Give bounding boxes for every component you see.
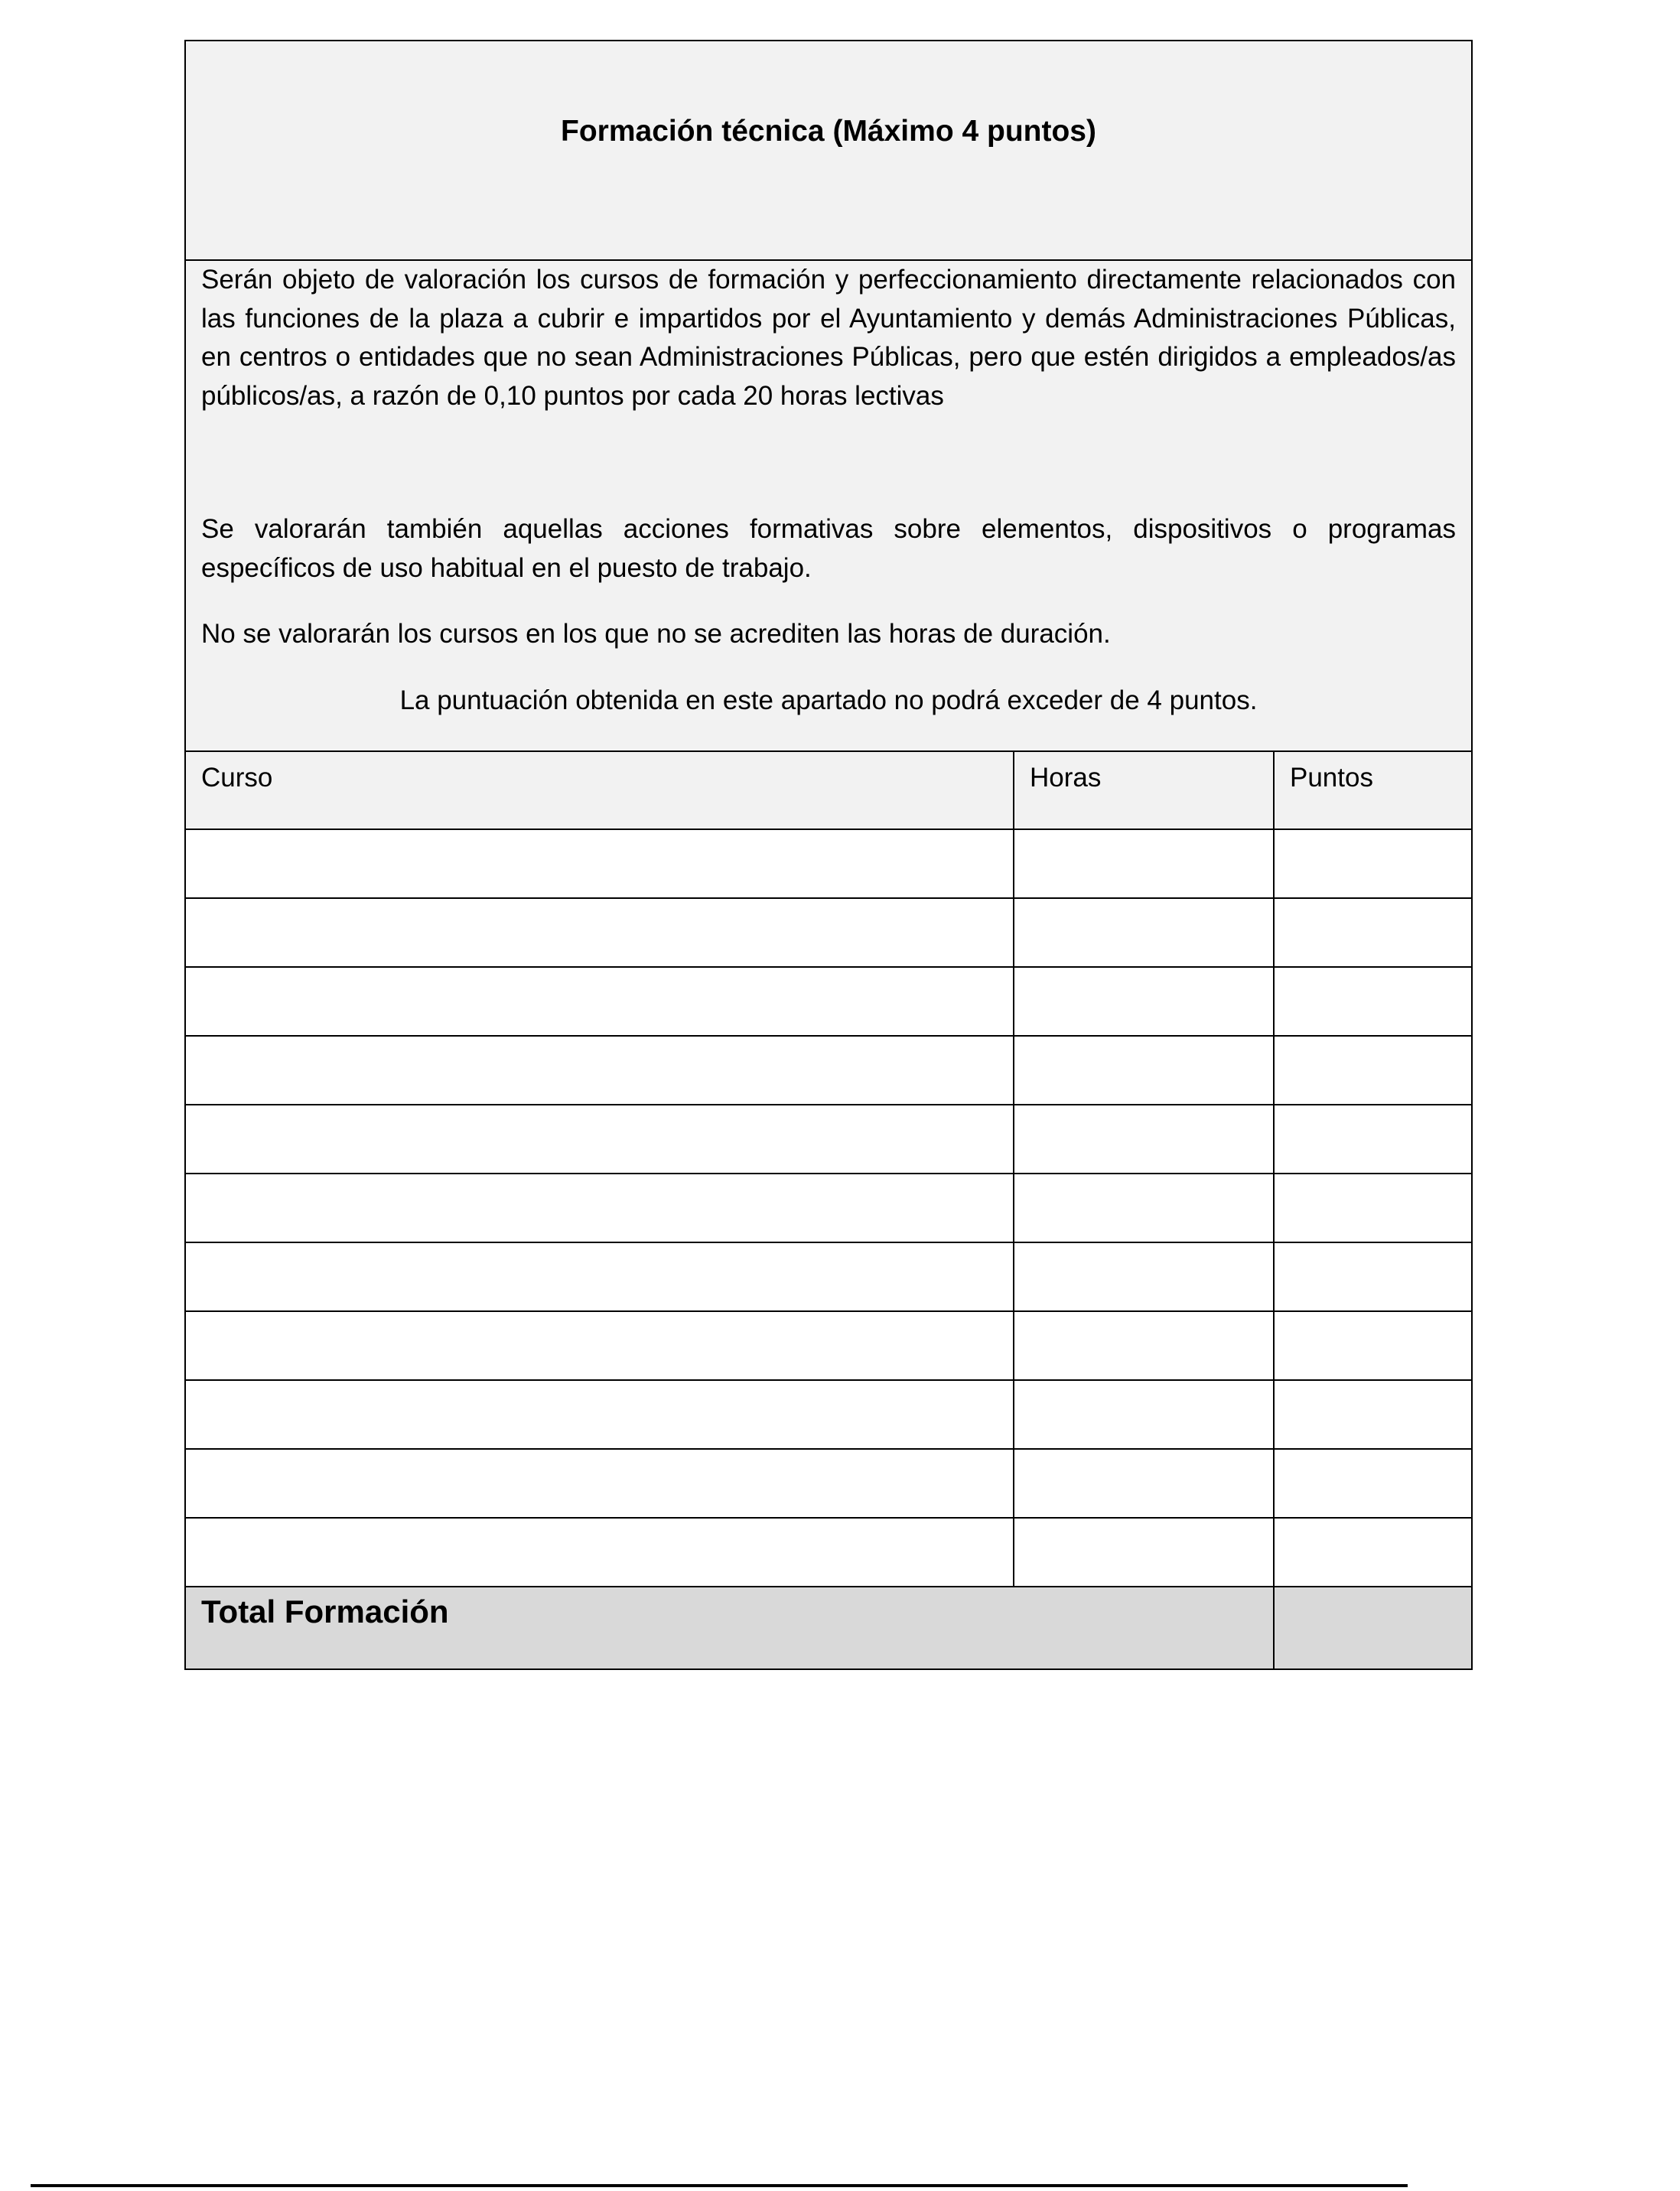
horas-cell[interactable] [1014, 1311, 1274, 1380]
puntos-cell[interactable] [1274, 967, 1472, 1036]
horas-cell[interactable] [1014, 1380, 1274, 1449]
description-paragraph-scope: Serán objeto de valoración los cursos de formación y perfeccionamiento directamente relacionados con las funciones de la plaza a cubrir e impartidos por el Ayuntamiento y demás Administraciones Públicas, en centros o entidades que no sean Administraciones Públicas, pero que estén dirigidos a empleados/as públicos/as, a razón de 0,10 puntos por cada 20 horas lectivas [201, 265, 1456, 411]
curso-cell[interactable] [185, 1036, 1014, 1105]
puntos-cell[interactable] [1274, 1105, 1472, 1174]
table-row [185, 1174, 1472, 1242]
curso-cell[interactable] [185, 967, 1014, 1036]
table-row [185, 1380, 1472, 1449]
puntos-cell[interactable] [1274, 1380, 1472, 1449]
header-curso: Curso [185, 751, 1014, 829]
table-header-row [185, 751, 1472, 829]
header-horas: Horas [1014, 751, 1274, 829]
curso-cell[interactable] [185, 1449, 1014, 1518]
horas-cell[interactable] [1014, 829, 1274, 898]
description-paragraph-max-score: La puntuación obtenida en este apartado no podrá exceder de 4 puntos. [399, 685, 1258, 715]
puntos-cell[interactable] [1274, 1518, 1472, 1587]
table-row [185, 898, 1472, 967]
horas-cell[interactable] [1014, 898, 1274, 967]
table-row [185, 1105, 1472, 1174]
puntos-cell[interactable] [1274, 829, 1472, 898]
curso-cell[interactable] [185, 829, 1014, 898]
horas-cell[interactable] [1014, 967, 1274, 1036]
puntos-cell[interactable] [1274, 1449, 1472, 1518]
puntos-cell[interactable] [1274, 1036, 1472, 1105]
footer-rule [31, 2184, 1408, 2187]
horas-cell[interactable] [1014, 1518, 1274, 1587]
puntos-cell[interactable] [1274, 1242, 1472, 1311]
total-points-cell[interactable] [1274, 1587, 1472, 1669]
horas-cell[interactable] [1014, 1036, 1274, 1105]
header-puntos: Puntos [1274, 751, 1472, 829]
curso-cell[interactable] [185, 898, 1014, 967]
description-paragraph-also-valued: Se valorarán también aquellas acciones formativas sobre elementos, dispositivos o programas específicos de uso habitual en el puesto de trabajo. [201, 514, 1456, 583]
table-row [185, 1242, 1472, 1311]
curso-cell[interactable] [185, 1518, 1014, 1587]
table-row [185, 1518, 1472, 1587]
curso-cell[interactable] [185, 1380, 1014, 1449]
puntos-cell[interactable] [1274, 898, 1472, 967]
curso-cell[interactable] [185, 1105, 1014, 1174]
curso-cell[interactable] [185, 1242, 1014, 1311]
puntos-cell[interactable] [1274, 1174, 1472, 1242]
form-description [185, 260, 1472, 751]
horas-cell[interactable] [1014, 1242, 1274, 1311]
table-row [185, 1449, 1472, 1518]
horas-cell[interactable] [1014, 1174, 1274, 1242]
horas-cell[interactable] [1014, 1449, 1274, 1518]
total-label: Total Formación [185, 1587, 1274, 1669]
horas-cell[interactable] [1014, 1105, 1274, 1174]
table-row [185, 1311, 1472, 1380]
form-title: Formación técnica (Máximo 4 puntos) [561, 115, 1096, 148]
total-row [185, 1587, 1472, 1669]
training-form-table [184, 40, 1473, 1670]
puntos-cell[interactable] [1274, 1311, 1472, 1380]
description-paragraph-hours-required: No se valorarán los cursos en los que no se acrediten las horas de duración. [201, 619, 1111, 649]
table-row [185, 967, 1472, 1036]
table-row [185, 829, 1472, 898]
table-row [185, 1036, 1472, 1105]
curso-cell[interactable] [185, 1174, 1014, 1242]
form-title-cell [185, 41, 1472, 260]
curso-cell[interactable] [185, 1311, 1014, 1380]
